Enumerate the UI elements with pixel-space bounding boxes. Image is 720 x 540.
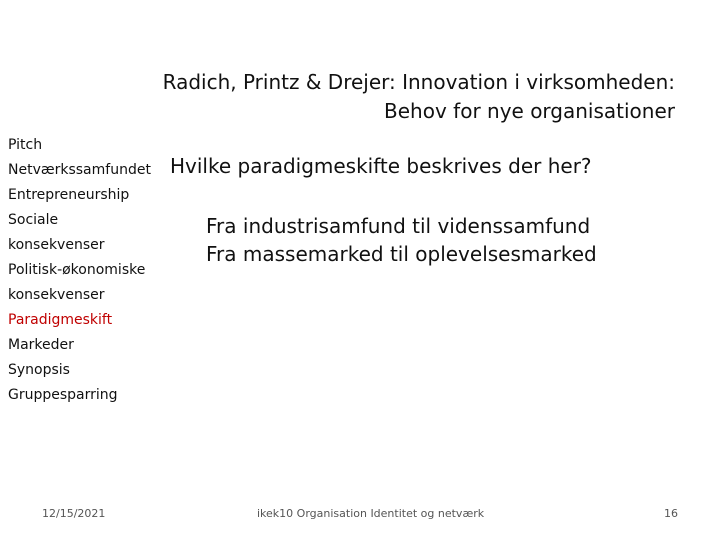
answer-list xyxy=(206,212,597,268)
agenda-item-markeder: Markeder xyxy=(8,337,74,353)
agenda-item-gruppesparring: Gruppesparring xyxy=(8,387,118,403)
agenda-item-sociale-konsekvenser: konsekvenser xyxy=(8,237,105,253)
agenda-item-pitch: Pitch xyxy=(8,137,43,153)
agenda-item-politisk-oekonomiske: Politisk-økonomiske xyxy=(8,262,146,278)
question-text: Hvilke paradigmeskifte beskrives der her? xyxy=(170,154,592,178)
slide-title-line-2: Behov for nye organisationer xyxy=(384,99,675,123)
agenda-item-entrepreneurship: Entrepreneurship xyxy=(8,187,130,203)
answer-item: Fra massemarked til oplevelsesmarked xyxy=(206,242,597,266)
agenda-item-sociale: Sociale xyxy=(8,212,59,228)
footer-page-number: 16 xyxy=(664,507,678,520)
agenda-item-politisk-konsekvenser: konsekvenser xyxy=(8,287,105,303)
slide-title-line-1: Radich, Printz & Drejer: Innovation i virksomheden: xyxy=(162,70,675,94)
agenda-item-netvaerkssamfundet: Netværkssamfundet xyxy=(8,162,151,178)
footer-date: 12/15/2021 xyxy=(42,507,106,520)
agenda-sidebar xyxy=(8,133,178,408)
agenda-item-synopsis: Synopsis xyxy=(8,362,70,378)
footer-course-title: ikek10 Organisation Identitet og netværk xyxy=(257,507,485,520)
agenda-item-paradigmeskift: Paradigmeskift xyxy=(8,312,113,328)
answer-item: Fra industrisamfund til videnssamfund xyxy=(206,214,591,238)
slide-title xyxy=(115,68,675,126)
